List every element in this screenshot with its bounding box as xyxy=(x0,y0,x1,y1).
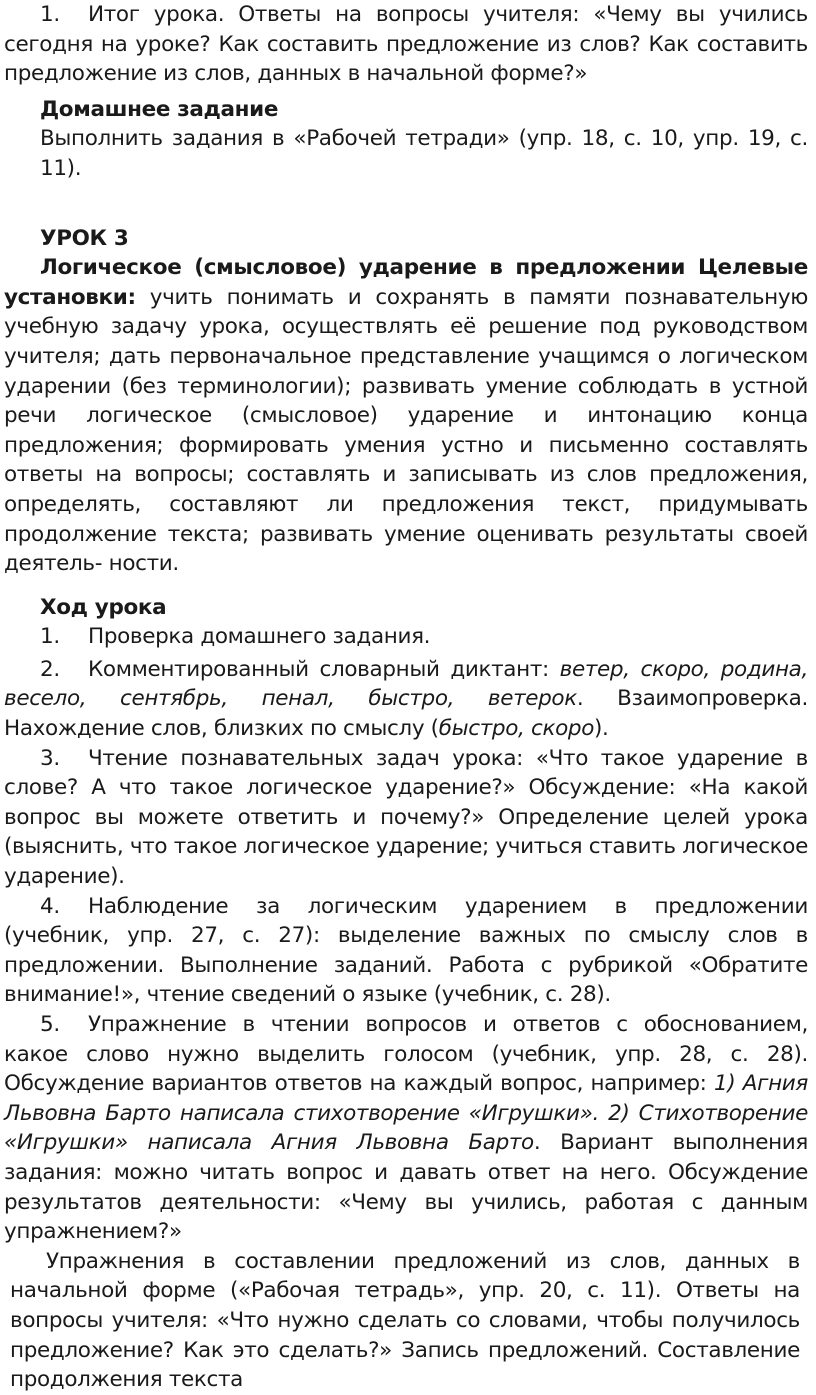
list-number: 2. xyxy=(40,656,60,682)
list-number: 4. xyxy=(40,893,60,919)
list-item xyxy=(4,655,808,744)
list-item xyxy=(4,622,808,652)
step-italic-example: 1) Агния Львовна Барто написала стихотворение «Игрушки». 2) Стихотворение «Игрушки» написала Агния Львовна Барто xyxy=(4,1071,808,1156)
summary-item xyxy=(4,0,808,89)
list-item xyxy=(4,744,808,892)
lesson-description xyxy=(4,253,808,579)
final-paragraph: Упражнения в составлении предложений из слов, данных в начальной форме («Рабочая тетрадь», упр. 20, с. 11). Ответы на вопросы учителя: «Что нужно сделать со словами, чтобы получилось предложение? Как это сделать?» Запись предложений. Составление продолжения текста xyxy=(10,1248,800,1393)
list-item xyxy=(4,892,808,1010)
list-number: 3. xyxy=(40,745,60,771)
step-italic-words: ветер, скоро, родина, весело, сентябрь, пенал, быстро, ветерок xyxy=(4,656,808,712)
lesson-heading: УРОК 3 xyxy=(40,225,129,251)
step-text: Наблюдение за логическим ударением в предложении (учебник, упр. 27, с. 27): выделение важных по смыслу слов в предложении. Выполнение заданий. Работа с рубрикой «Обратите внимание!», чтение сведений о языке (учебник, с. 28). xyxy=(4,893,808,1008)
step-text: Чтение познавательных задач урока: «Что такое ударение в слове? А что такое логическое ударение?» Обсуждение: «На какой вопрос вы можете ответить и почему?» Определение целей урока (выяснить, что такое логическое ударение; учиться ставить логическое ударение). xyxy=(4,745,808,890)
lesson-goals: учить понимать и сохранять в памяти познавательную учебную задачу урока, осуществлять её решение под руководством учителя; дать первоначальное представление учащимся о логическом ударении (без терминологии); развивать умение соблюдать в устной речи логическое (смысловое) ударение и интонацию конца предложения; формировать умения устно и письменно составлять ответы на вопросы; составлять и записывать из слов предложения, определять, составляют ли предложения текст, придумывать продолжение текста; развивать умение оценивать результаты своей деятель- ности. xyxy=(4,284,808,577)
homework-heading: Домашнее задание xyxy=(40,96,279,122)
step-text: Упражнение в чтении вопросов и ответов с обоснованием, какое слово нужно выделить голосом (учебник, упр. 28, с. 28). Обсуждение вариантов ответов на каждый вопрос, например: xyxy=(4,1012,808,1097)
course-heading: Ход урока xyxy=(40,594,167,620)
list-number: 1. xyxy=(40,2,60,27)
list-number: 5. xyxy=(40,1012,60,1037)
step-text: Проверка домашнего задания. xyxy=(88,624,431,650)
list-number: 1. xyxy=(40,624,60,650)
homework-text: Выполнить задания в «Рабочей тетради» (упр. 18, с. 10, упр. 19, с. 11). xyxy=(40,126,808,181)
summary-text: Итог урока. Ответы на вопросы учителя: «Чему вы учились сегодня на уроке? Как составить предложение из слов? Как составить предложение из слов, данных в начальной форме?» xyxy=(4,2,808,87)
step-italic-words: быстро, скоро xyxy=(438,716,594,742)
step-text: . Вариант выполнения задания: можно читать вопрос и давать ответ на него. Обсуждение результатов деятельности: «Чему вы учились, работая с данным упражнением?» xyxy=(4,1130,809,1245)
step-text: ). xyxy=(594,716,609,742)
lesson-title: Логическое (смысловое) ударение в предложении Целевые установки: xyxy=(4,255,808,310)
step-text: . Взаимопроверка. Нахождение слов, близких по смыслу ( xyxy=(4,686,808,742)
step-text: Комментированный словарный диктант: xyxy=(88,656,560,682)
list-item xyxy=(4,1010,808,1247)
